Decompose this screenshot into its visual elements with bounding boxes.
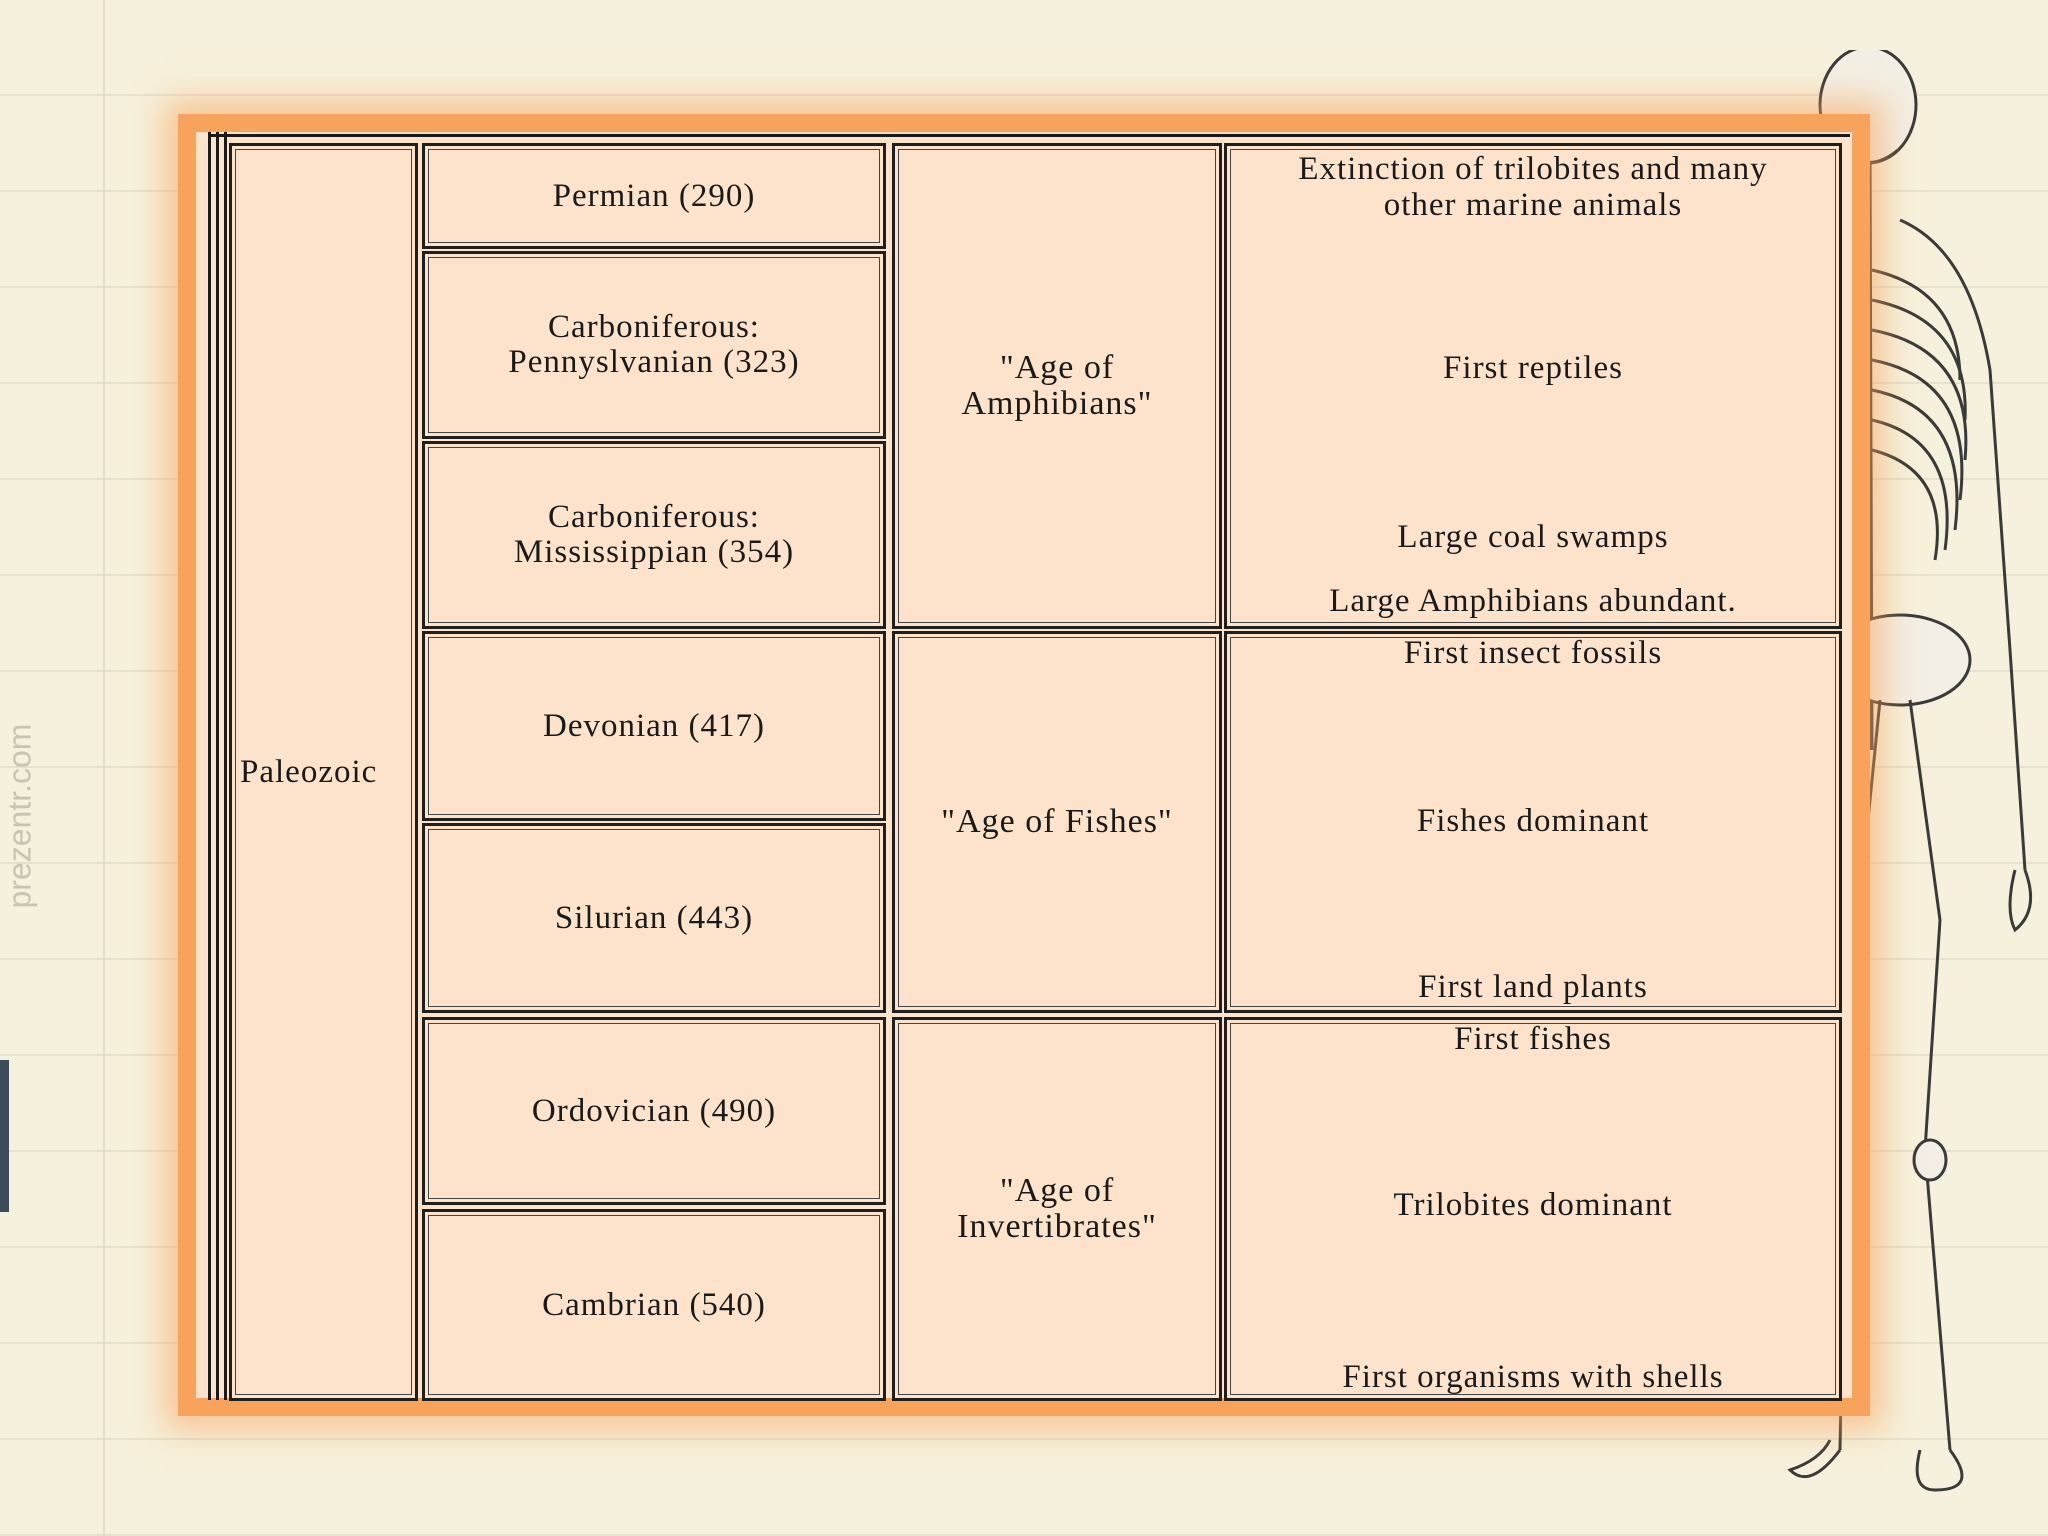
period-cell — [422, 1209, 886, 1401]
period-label: Devonian (417) — [542, 707, 766, 744]
age-label: "Age of — [999, 1172, 1115, 1210]
event-text: First fishes — [1454, 1021, 1612, 1057]
period-cell — [422, 441, 886, 629]
period-label: Mississippian (354) — [513, 534, 795, 570]
event-text: Trilobites dominant — [1393, 1187, 1673, 1223]
events-cell-amphibians — [1224, 143, 1842, 629]
side-tab — [0, 1060, 9, 1212]
period-label: Ordovician (490) — [531, 1092, 777, 1129]
period-label: Permian (290) — [552, 177, 756, 214]
period-label: Cambrian (540) — [542, 1286, 766, 1323]
age-label: "Age of Fishes" — [941, 803, 1173, 841]
age-cell — [892, 631, 1222, 1013]
age-cell — [892, 1017, 1222, 1401]
period-label: Silurian (443) — [554, 899, 754, 936]
era-cell — [229, 143, 418, 1401]
notebook-margin-line — [103, 0, 105, 1536]
table-left-rule — [208, 132, 211, 1400]
event-text: First reptiles — [1443, 350, 1623, 386]
events-cell-invertebrates — [1224, 1017, 1842, 1401]
period-cell — [422, 143, 886, 249]
period-label: Carboniferous: — [548, 499, 760, 536]
table-top-rule — [210, 134, 1850, 137]
age-label: Invertibrates" — [957, 1208, 1157, 1245]
table-left-rule — [216, 132, 219, 1400]
age-cell — [892, 143, 1222, 629]
event-text: Extinction of trilobites and many — [1298, 151, 1768, 187]
event-text: Fishes dominant — [1416, 803, 1650, 839]
period-cell — [422, 251, 886, 439]
table-left-rule — [224, 132, 227, 1400]
event-text: Large Amphibians abundant. — [1329, 583, 1737, 619]
period-cell — [422, 823, 886, 1013]
event-text: First insect fossils — [1403, 635, 1663, 671]
era-label: Paleozoic — [240, 753, 378, 790]
watermark: prezentr.com — [1, 723, 38, 909]
period-label: Carboniferous: — [548, 309, 760, 346]
event-text: other marine animals — [1383, 187, 1683, 223]
period-cell — [422, 1017, 886, 1205]
event-text: Large coal swamps — [1397, 519, 1669, 555]
age-label: Amphibians" — [961, 385, 1153, 422]
event-text: First organisms with shells — [1342, 1359, 1724, 1395]
event-text: First land plants — [1418, 969, 1648, 1005]
period-label: Pennyslvanian (323) — [508, 344, 800, 380]
period-cell — [422, 631, 886, 821]
events-cell-fishes — [1224, 631, 1842, 1013]
age-label: "Age of — [999, 349, 1115, 387]
